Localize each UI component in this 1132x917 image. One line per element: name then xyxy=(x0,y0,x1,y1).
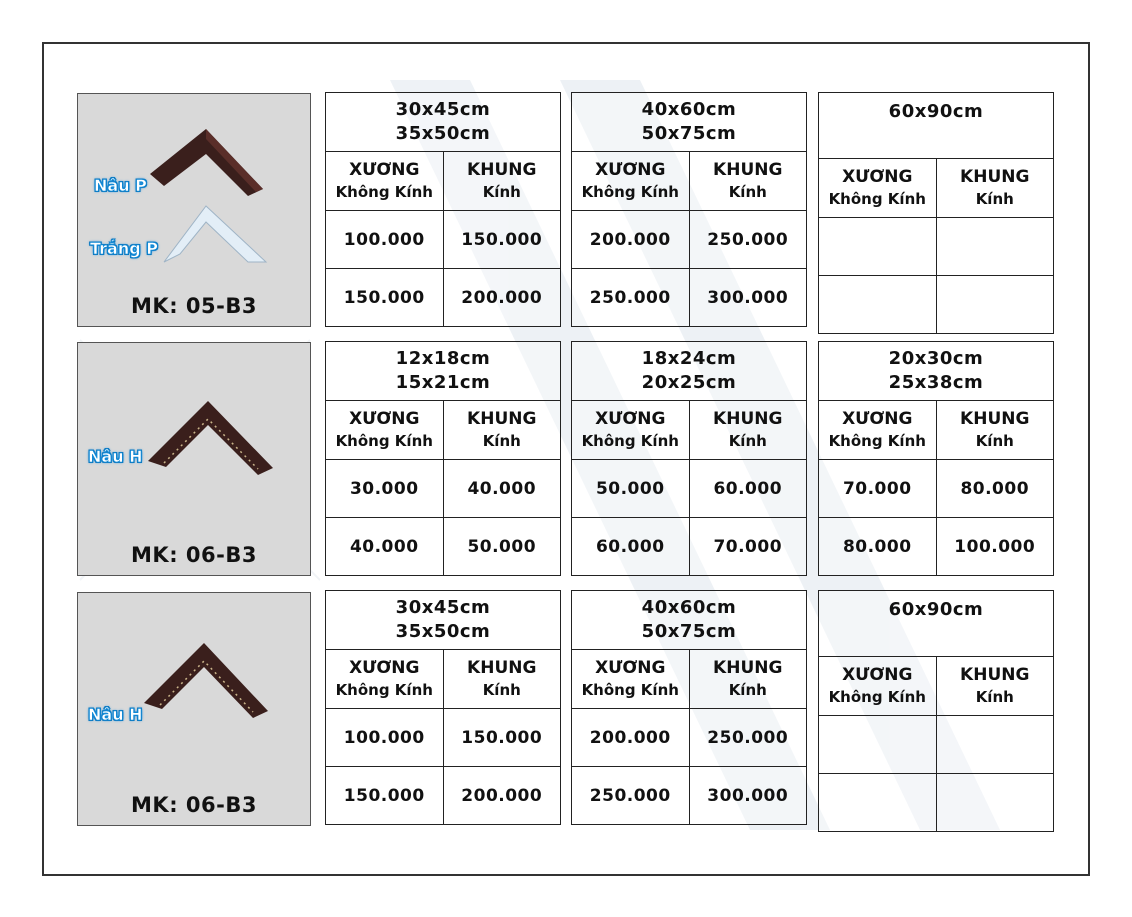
price-cell: 300.000 xyxy=(689,269,807,327)
size-label: 60x90cm xyxy=(888,599,984,620)
header-frame-label: KHUNG xyxy=(960,167,1030,187)
price-table xyxy=(325,590,561,825)
header-bone-sub: Không Kính xyxy=(335,681,433,699)
color-tag-white: Trắng P xyxy=(90,239,158,258)
size-label: 50x75cm xyxy=(641,621,737,642)
price-cell: 80.000 xyxy=(819,518,937,576)
header-frame xyxy=(443,401,561,460)
header-bone xyxy=(819,401,937,460)
color-tag-brown: Nâu H xyxy=(88,447,143,466)
price-table xyxy=(325,92,561,327)
header-frame xyxy=(689,152,807,211)
price-cell: 300.000 xyxy=(689,767,807,825)
header-frame-label: KHUNG xyxy=(713,160,783,180)
header-bone xyxy=(572,152,690,211)
header-bone-label: XƯƠNG xyxy=(349,409,420,429)
size-cell xyxy=(572,591,807,650)
header-bone-label: XƯƠNG xyxy=(595,658,666,678)
price-cell: 250.000 xyxy=(572,767,690,825)
price-table xyxy=(818,92,1054,334)
product-thumbnail xyxy=(77,93,311,327)
header-bone-sub: Không Kính xyxy=(581,183,679,201)
size-label: 30x45cm xyxy=(395,99,491,120)
header-frame-label: KHUNG xyxy=(960,665,1030,685)
header-frame-sub: Kính xyxy=(728,432,767,450)
price-cell xyxy=(936,716,1054,774)
size-cell xyxy=(819,93,1054,159)
price-cell: 250.000 xyxy=(572,269,690,327)
price-cell: 50.000 xyxy=(443,518,561,576)
header-bone-sub: Không Kính xyxy=(335,183,433,201)
price-cell: 30.000 xyxy=(326,460,444,518)
header-frame-sub: Kính xyxy=(482,681,521,699)
header-frame-sub: Kính xyxy=(728,681,767,699)
size-cell xyxy=(326,93,561,152)
header-frame-sub: Kính xyxy=(482,432,521,450)
header-frame xyxy=(689,401,807,460)
header-frame-label: KHUNG xyxy=(467,658,537,678)
price-cell xyxy=(936,774,1054,832)
price-cell: 150.000 xyxy=(326,767,444,825)
header-frame xyxy=(936,159,1054,218)
price-cell: 150.000 xyxy=(443,211,561,269)
size-cell xyxy=(326,342,561,401)
size-label: 12x18cm xyxy=(395,348,491,369)
header-frame-sub: Kính xyxy=(975,688,1014,706)
header-bone xyxy=(326,650,444,709)
color-tag-brown: Nâu H xyxy=(88,705,143,724)
header-bone-label: XƯƠNG xyxy=(595,409,666,429)
price-cell: 200.000 xyxy=(572,709,690,767)
header-frame xyxy=(443,152,561,211)
size-label: 40x60cm xyxy=(641,597,737,618)
header-bone xyxy=(572,401,690,460)
color-tag-brown: Nâu P xyxy=(94,176,147,195)
size-cell xyxy=(326,591,561,650)
header-frame-label: KHUNG xyxy=(713,409,783,429)
size-cell xyxy=(572,342,807,401)
header-frame-sub: Kính xyxy=(975,432,1014,450)
price-cell: 70.000 xyxy=(689,518,807,576)
price-cell xyxy=(819,774,937,832)
price-cell: 70.000 xyxy=(819,460,937,518)
size-label: 35x50cm xyxy=(395,123,491,144)
header-bone xyxy=(819,159,937,218)
header-frame-label: KHUNG xyxy=(713,658,783,678)
size-cell xyxy=(819,342,1054,401)
price-cell xyxy=(819,716,937,774)
size-label: 60x90cm xyxy=(888,101,984,122)
header-frame xyxy=(443,650,561,709)
header-bone xyxy=(572,650,690,709)
size-label: 15x21cm xyxy=(395,372,491,393)
size-label: 35x50cm xyxy=(395,621,491,642)
header-frame-label: KHUNG xyxy=(960,409,1030,429)
size-label: 20x25cm xyxy=(641,372,737,393)
price-cell: 40.000 xyxy=(326,518,444,576)
product-thumbnail xyxy=(77,342,311,576)
product-thumbnail xyxy=(77,592,311,826)
header-frame xyxy=(689,650,807,709)
price-cell: 200.000 xyxy=(443,767,561,825)
header-frame-sub: Kính xyxy=(975,190,1014,208)
size-cell xyxy=(819,591,1054,657)
price-cell: 200.000 xyxy=(443,269,561,327)
header-bone-sub: Không Kính xyxy=(335,432,433,450)
price-cell: 60.000 xyxy=(572,518,690,576)
header-frame-label: KHUNG xyxy=(467,160,537,180)
header-bone-label: XƯƠNG xyxy=(842,665,913,685)
product-code: MK: 06-B3 xyxy=(131,543,257,567)
header-frame xyxy=(936,657,1054,716)
price-cell: 250.000 xyxy=(689,709,807,767)
price-table xyxy=(818,590,1054,832)
price-cell: 150.000 xyxy=(326,269,444,327)
header-bone-label: XƯƠNG xyxy=(349,658,420,678)
price-table xyxy=(571,590,807,825)
header-frame-sub: Kính xyxy=(482,183,521,201)
price-cell: 80.000 xyxy=(936,460,1054,518)
price-cell: 100.000 xyxy=(326,211,444,269)
price-cell: 60.000 xyxy=(689,460,807,518)
price-table xyxy=(571,92,807,327)
size-cell xyxy=(572,93,807,152)
size-label: 30x45cm xyxy=(395,597,491,618)
product-code: MK: 05-B3 xyxy=(131,294,257,318)
price-cell: 100.000 xyxy=(936,518,1054,576)
size-label: 50x75cm xyxy=(641,123,737,144)
price-table xyxy=(818,341,1054,576)
size-label: 20x30cm xyxy=(888,348,984,369)
price-cell: 50.000 xyxy=(572,460,690,518)
size-label: 40x60cm xyxy=(641,99,737,120)
frame-moulding-image xyxy=(78,94,311,327)
header-bone-sub: Không Kính xyxy=(581,681,679,699)
price-cell: 150.000 xyxy=(443,709,561,767)
size-label: 18x24cm xyxy=(641,348,737,369)
header-bone-label: XƯƠNG xyxy=(595,160,666,180)
price-table xyxy=(571,341,807,576)
price-cell: 200.000 xyxy=(572,211,690,269)
product-code: MK: 06-B3 xyxy=(131,793,257,817)
header-bone xyxy=(819,657,937,716)
header-bone-sub: Không Kính xyxy=(828,432,926,450)
price-cell: 250.000 xyxy=(689,211,807,269)
price-cell xyxy=(819,276,937,334)
price-cell xyxy=(936,276,1054,334)
header-bone-sub: Không Kính xyxy=(581,432,679,450)
price-table xyxy=(325,341,561,576)
header-bone-label: XƯƠNG xyxy=(842,409,913,429)
header-frame-sub: Kính xyxy=(728,183,767,201)
price-cell: 100.000 xyxy=(326,709,444,767)
header-bone-sub: Không Kính xyxy=(828,190,926,208)
price-cell xyxy=(936,218,1054,276)
price-cell xyxy=(819,218,937,276)
header-bone-label: XƯƠNG xyxy=(349,160,420,180)
size-label: 25x38cm xyxy=(888,372,984,393)
price-cell: 40.000 xyxy=(443,460,561,518)
header-frame-label: KHUNG xyxy=(467,409,537,429)
header-bone xyxy=(326,401,444,460)
header-bone-sub: Không Kính xyxy=(828,688,926,706)
header-bone xyxy=(326,152,444,211)
header-bone-label: XƯƠNG xyxy=(842,167,913,187)
header-frame xyxy=(936,401,1054,460)
